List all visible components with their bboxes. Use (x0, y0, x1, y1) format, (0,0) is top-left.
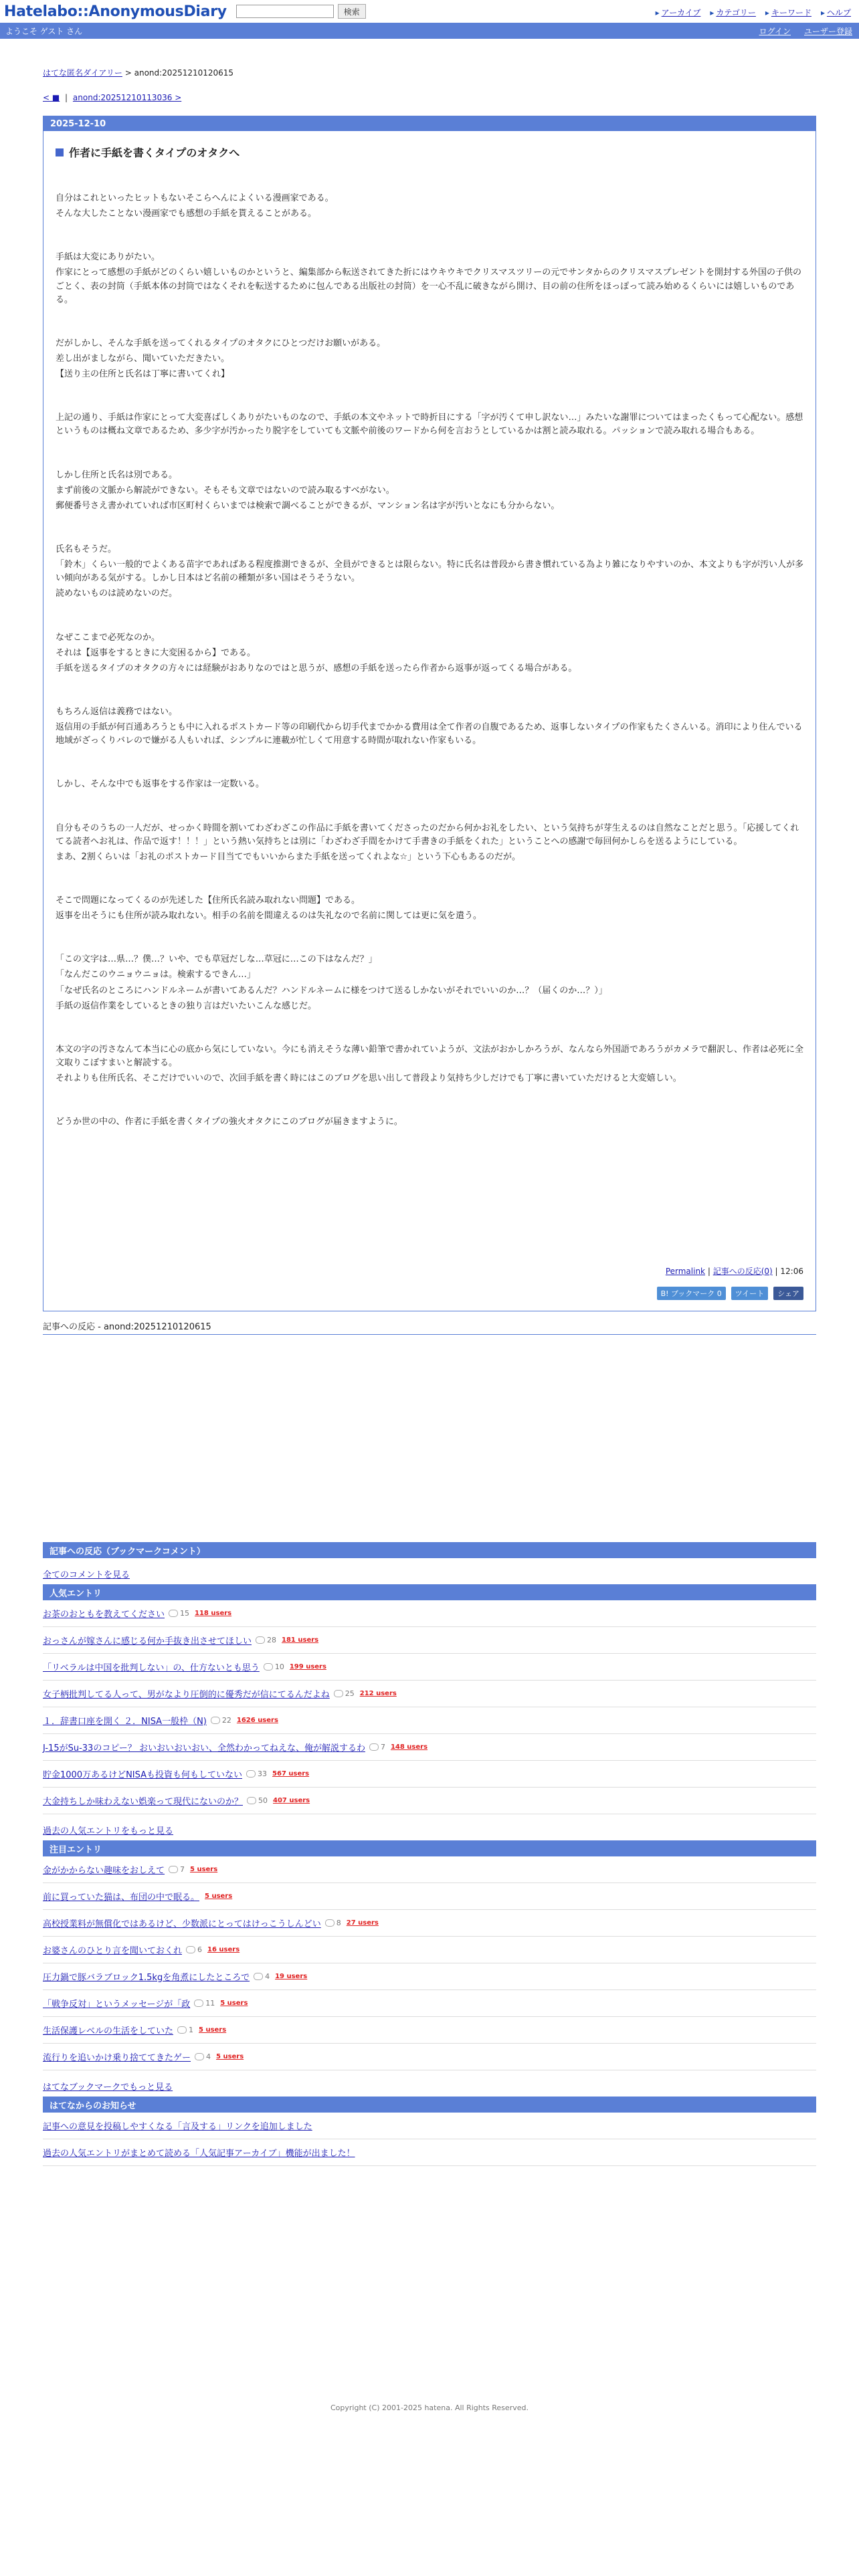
triangle-icon: ▸ (655, 8, 660, 17)
breadcrumb-current: anond:20251210120615 (134, 68, 234, 78)
nav-keyword-link[interactable]: キーワード (771, 8, 812, 17)
entry-link[interactable]: 大金持ちしか味わえない娯楽って現代にないのか？ (43, 1797, 244, 1807)
entry-time: 12:06 (780, 1267, 803, 1276)
popular-heading: 人気エントリ (43, 1584, 816, 1600)
list-item (43, 1990, 816, 2017)
popular-more-link[interactable]: 過去の人気エントリをもっと見る (43, 1826, 174, 1836)
bookmark-users-badge[interactable]: 5 users (216, 2053, 244, 2060)
entry-paragraph: 読めないものは読めないのだ。 (56, 588, 178, 599)
popular-more (43, 1814, 816, 1840)
breadcrumb (43, 67, 816, 78)
entry-link[interactable]: 金がかからない趣味をおしえて (43, 1866, 165, 1876)
paragraph-gap (56, 515, 803, 543)
entry-date: 2025-12-10 (43, 116, 816, 131)
comment-count (195, 2052, 211, 2061)
entry-paragraph: それよりも住所氏名、そこだけでいいので、次回手紙を書く時にはこのブログを思い出して普段より気持ち少しだけでも丁寧に書いていただけると大変嬉しい。 (56, 1073, 682, 1084)
paragraph-gap (56, 866, 803, 894)
triangle-icon: ▸ (710, 8, 714, 17)
comment-bubble-icon (369, 1743, 379, 1751)
entry-link[interactable]: 女子柄批判してる人って、男がなより圧倒的に優秀だが信にてるんだよね (43, 1690, 330, 1700)
bookmark-users-badge[interactable]: 19 users (275, 1973, 308, 1980)
triangle-icon: ▸ (765, 8, 769, 17)
comment-count-value: 1 (189, 2026, 194, 2034)
bookmark-users-badge[interactable]: 181 users (282, 1636, 319, 1644)
footer-separator: | (775, 1267, 778, 1276)
entry-paragraph: まず前後の文脈から解読ができない。そもそも文章ではないので読み取るすべがない。 (56, 485, 395, 496)
paragraph-gap (56, 925, 803, 953)
entry-link[interactable]: 「戦争反対」というメッセージが「政 (43, 2000, 191, 2010)
news-list (43, 2113, 816, 2166)
comment-count (211, 1716, 231, 1725)
comment-count (246, 1769, 267, 1778)
list-item (43, 1910, 816, 1937)
comment-count-value: 11 (205, 1999, 215, 2008)
nav-help-link[interactable]: ヘルプ (826, 8, 851, 17)
comment-count-value: 10 (274, 1662, 284, 1671)
comment-count-value: 33 (258, 1769, 268, 1778)
entry-paragraph: 手紙は大変にありがたい。 (56, 252, 161, 263)
entry-paragraph: どうか世の中の、作者に手紙を書くタイプの強火オタクにこのブログが届きますように。 (56, 1117, 403, 1128)
comment-bubble-icon (194, 2000, 203, 2007)
list-item (43, 1963, 816, 1990)
entry-link[interactable]: 生活保護レベルの生活をしていた (43, 2026, 174, 2036)
bookmark-users-badge[interactable]: 407 users (273, 1797, 310, 1804)
list-item (43, 1627, 816, 1654)
comment-count-value: 7 (380, 1743, 385, 1751)
list-item (43, 1681, 816, 1707)
top-bar (0, 0, 859, 23)
entry-paragraph: そこで問題になってくるのが先述した【住所氏名読み取れない問題】である。 (56, 895, 361, 905)
comment-count (334, 1689, 355, 1698)
list-item (43, 1761, 816, 1788)
entry-link[interactable]: お茶のおともを教えてください (43, 1610, 165, 1620)
comments-heading: 記事への反応 - anond:20251210120615 (43, 1319, 816, 1335)
register-link[interactable]: ユーザー登録 (803, 26, 852, 36)
entry-link[interactable]: J-15がSu-33のコピー？ おいおいおいおい、全然わかってねえな、俺が解説するわ (43, 1743, 365, 1753)
facebook-share-button[interactable]: シェア (773, 1287, 803, 1300)
bookmark-users-badge[interactable]: 567 users (272, 1770, 310, 1778)
bookmark-users-badge[interactable]: 16 users (207, 1946, 240, 1953)
paragraph-gap (56, 750, 803, 778)
comment-bubble-icon (211, 1717, 220, 1724)
bookmark-users-badge[interactable]: 118 users (195, 1610, 232, 1617)
popular-list (43, 1600, 816, 1814)
entry-link[interactable]: 「リベラルは中国を批判しない」の、仕方ないとも思う (43, 1663, 260, 1673)
paragraph-gap (56, 309, 803, 337)
entry-paragraph: しかし住所と氏名は別である。 (56, 469, 178, 480)
paragraph-gap (56, 1015, 803, 1043)
list-item (43, 1883, 816, 1910)
triangle-icon: ▸ (820, 8, 825, 17)
entry-title (56, 144, 816, 160)
entry-link[interactable]: 前に買っていた猫は、布団の中で眠る。 (43, 1893, 200, 1903)
bookmark-users-badge[interactable]: 5 users (205, 1893, 233, 1900)
entry-paragraph: 手紙を送るタイプのオタクの方々には経験がおありなのではと思うが、感想の手紙を送ったら作者から返事が返ってくる場合がある。 (56, 663, 577, 673)
nav-help[interactable] (821, 7, 851, 18)
list-item (43, 1788, 816, 1814)
news-item (43, 2113, 816, 2139)
entry-paragraph: 手紙の返信作業をしているときの独り言はだいたいこんな感じだ。 (56, 1000, 317, 1011)
paragraph-gap (56, 1087, 803, 1115)
entry-paragraph: 「なぜ氏名のところにハンドルネームが書いてあるんだ？ハンドルネームに様をつけて送るしかないがそれでいいのか…？（届くのか…？）」 (56, 985, 607, 996)
nav-archive-link[interactable]: アーカイブ (661, 8, 701, 17)
bookmark-users-badge[interactable]: 199 users (289, 1663, 326, 1671)
square-icon (56, 148, 64, 156)
entry-link[interactable]: 貯金1000万あるけどNISAも投資も何もしていない (43, 1770, 243, 1780)
comment-count-value: 8 (336, 1919, 341, 1927)
bookmark-users-badge[interactable]: 5 users (199, 2026, 227, 2034)
entry-footer (666, 1265, 803, 1277)
permalink[interactable]: Permalink (665, 1267, 705, 1276)
comment-count (169, 1609, 189, 1618)
entry-paragraph: 自分もそのうちの一人だが、せっかく時間を割いてわざわざこの作品に手紙を書いてくださったのだから何かお礼をしたい、という気持ちが芽生えるのは自然なことだと思う。「応援してくれてる読者へお礼は、作品で返す！！！」という熱い気持ちとは別に「わざわざ手間をかけて手書きの手紙をくれた」ということへの感謝で毎回何かしらを送るようにしている。 (56, 823, 799, 847)
footer-separator: | (707, 1267, 710, 1276)
entry-box (43, 116, 816, 1311)
bookmark-section-heading: 記事への反応（ブックマークコメント） (43, 1542, 816, 1558)
paragraph-gap (56, 677, 803, 706)
next-entry-link[interactable]: anond:20251210113036 > (72, 93, 182, 102)
search-button[interactable]: 検索 (338, 4, 366, 19)
all-comments (43, 1568, 816, 1580)
news-heading: はてなからのお知らせ (43, 2097, 816, 2113)
paragraph-gap (56, 441, 803, 469)
list-item (43, 2044, 816, 2070)
welcome-bar (0, 23, 859, 39)
comment-bubble-icon (254, 1973, 263, 1980)
breadcrumb-separator: > (122, 68, 134, 78)
header-nav (656, 7, 851, 18)
news-link[interactable]: 記事への意見を投稿しやすくなる「言及する」リンクを追加しました (43, 2122, 312, 2132)
noteworthy-more-link[interactable]: はてなブックマークでもっと見る (43, 2082, 173, 2092)
nav-category[interactable] (710, 7, 756, 18)
list-item (43, 1600, 816, 1627)
entry-paragraph: 上記の通り、手紙は作家にとって大変喜ばしくありがたいものなので、手紙の本文やネットで時折目にする「字が汚くて申し訳ない…」みたいな謝罪についてはまったくもって心配ない。感想というものは概ね文章であるため、多少字が汚かったり脱字をしていても文脈や前後のワードから何を言おうとしているかは割と読み取れる。パッションで読み取れる場合もある。 (56, 413, 803, 437)
noteworthy-more (43, 2070, 816, 2097)
hatena-bookmark-button[interactable]: B! ブックマーク 0 (657, 1287, 726, 1300)
comment-count (256, 1636, 276, 1644)
comment-count (247, 1796, 268, 1805)
share-buttons (657, 1287, 803, 1300)
spacer (43, 1335, 816, 1542)
comment-bubble-icon (334, 1690, 343, 1697)
bookmark-users-badge[interactable]: 212 users (359, 1690, 397, 1697)
entry-link[interactable]: お婆さんのひとり言を聞いておくれ (43, 1946, 183, 1956)
entry-paragraph: 返信用の手紙が何百通あろうとも中に入れるポストカード等の印刷代から切手代までかかる費用は全て作者の自腹であるため、返事しないタイプの作家もたくさんいる。消印により住んでいる地域がざっくりバレので嫌がる人もいれば、シンプルに連載が忙しくて用意する時間が取れない作家もいる。 (56, 722, 803, 746)
nav-category-link[interactable]: カテゴリー (716, 8, 756, 17)
comment-count-value: 22 (221, 1716, 231, 1725)
comment-bubble-icon (325, 1919, 335, 1927)
comment-bubble-icon (186, 1946, 195, 1953)
entry-body (56, 192, 803, 1129)
list-item (43, 1937, 816, 1963)
entry-paragraph: そんな大したことない漫画家でも感想の手紙を貰えることがある。 (56, 209, 317, 219)
comment-bubble-icon (169, 1866, 178, 1873)
tweet-button[interactable]: ツイート (731, 1287, 768, 1300)
search-input[interactable] (236, 5, 334, 18)
list-item (43, 1856, 816, 1883)
list-item (43, 1654, 816, 1681)
comment-count-value: 28 (267, 1636, 277, 1644)
news-item (43, 2139, 816, 2166)
list-item (43, 1734, 816, 1761)
bookmark-users-badge[interactable]: 148 users (390, 1743, 428, 1751)
paragraph-gap (56, 794, 803, 822)
entry-paragraph: 「鈴木」くらい一般的でよくある苗字であればある程度推測できるが、全員ができるとは限らない。特に氏名は普段から書き慣れている為より雑になりやすいのか、本文よりも字が汚い人が多い傾向がある気がする。しかし日本はど名前の種類が多い国はそうそうない。 (56, 560, 804, 584)
entry-paragraph: 自分はこれといったヒットもないそこらへんによくいる漫画家である。 (56, 193, 334, 203)
paragraph-gap (56, 603, 803, 631)
noteworthy-heading: 注目エントリ (43, 1840, 816, 1856)
paragraph-gap (56, 223, 803, 251)
bookmark-users-badge[interactable]: 5 users (220, 2000, 248, 2007)
entry-paragraph: 作家にとって感想の手紙がどのくらい嬉しいものかというと、編集部から転送されてきた折にはウキウキでクリスマスツリーの元でサンタからのクリスマスプレゼントを開封する外国の子供のごとく、表の封筒（手紙本体の封筒ではなくそれを転送するために包んである出版社の封筒）を一心不乱に破きながら開け、目の前の住所をほっぽって読み始めるくらいには嬉しいものである。 (56, 267, 802, 305)
site-logo[interactable]: Hatelabo::AnonymousDiary (4, 3, 227, 20)
entry-paragraph: まあ、2割くらいは「お礼のポストカード目当てでもいいからまた手紙を送ってくれよな☆」という下心もあるのだが。 (56, 851, 521, 862)
comment-count-value: 4 (206, 2052, 211, 2061)
entry-link[interactable]: 流行りを追いかけ乗り捨ててきたゲー (43, 2053, 191, 2063)
breadcrumb-site-link[interactable]: はてな匿名ダイアリー (43, 68, 122, 78)
comment-count (177, 2026, 193, 2034)
copyright: Copyright (C) 2001-2025 hatena. All Rights Reserved. (330, 2403, 529, 2412)
news-link[interactable]: 過去の人気エントリがまとめて読める「人気記事アーカイブ」機能が出ました！ (43, 2149, 355, 2159)
comment-count (169, 1865, 185, 1874)
comment-bubble-icon (177, 2026, 187, 2034)
entry-paragraph: 本文の字の汚さなんて本当に心の底から気にしていない。今にも消えそうな薄い鉛筆で書かれていようが、文法がおかしかろうが、なんなら外国語であろうがカメラで翻訳し、作者は必死に全文取りこぼすまいと解読する。 (56, 1044, 804, 1068)
comment-count (194, 1999, 215, 2008)
pager-separator: | (65, 93, 68, 102)
reaction-link[interactable]: 記事への反応(0) (712, 1267, 773, 1276)
entry-paragraph: しかし、そんな中でも返事をする作家は一定数いる。 (56, 779, 265, 790)
comment-count-value: 25 (345, 1689, 355, 1698)
comment-bubble-icon (247, 1797, 256, 1804)
account-links (759, 25, 852, 37)
entry-paragraph: だがしかし、そんな手紙を送ってくれるタイプのオタクにひとつだけお願いがある。 (56, 338, 386, 348)
nav-archive[interactable] (656, 7, 701, 18)
bookmark-users-badge[interactable]: 1626 users (236, 1717, 278, 1724)
entry-paragraph: 差し出がましながら、聞いていただきたい。 (56, 353, 230, 364)
comment-count (369, 1743, 385, 1751)
entry-paragraph: 「この文字は…県…？僕…？いや、でも草冠だしな…草冠に…この下はなんだ？」 (56, 954, 377, 965)
entry-link[interactable]: 圧力鍋で豚バラブロック1.5kgを角煮にしたところで (43, 1973, 250, 1983)
comment-bubble-icon (246, 1770, 256, 1778)
entry-paragraph: 返事を出そうにも住所が読み取れない。相手の名前を間違えるのは失礼なので名前に関しては更に気を遣う。 (56, 911, 482, 922)
nav-keyword[interactable] (765, 7, 812, 18)
list-item (43, 1707, 816, 1734)
comment-count (254, 1972, 270, 1981)
comment-bubble-icon (169, 1610, 178, 1617)
entry-paragraph: 氏名もそうだ。 (56, 544, 117, 554)
comment-count-value: 50 (258, 1796, 268, 1805)
all-comments-link[interactable]: 全てのコメントを見る (43, 1570, 130, 1580)
entry-paragraph: 郵便番号さえ書かれていれば市区町村くらいまでは検索で調べることができるが、マンション名は字が汚いとなにも分からない。 (56, 500, 560, 511)
paragraph-gap (56, 383, 803, 411)
entry-paragraph: それは【返事をするときに大変困るから】である。 (56, 647, 256, 658)
comment-count-value: 6 (197, 1945, 203, 1954)
entry-paragraph: なぜここまで必死なのか。 (56, 632, 161, 643)
bookmark-users-badge[interactable]: 27 users (346, 1919, 379, 1927)
comment-bubble-icon (256, 1636, 265, 1644)
noteworthy-list (43, 1856, 816, 2070)
entry-paragraph: もちろん返信は義務ではない。 (56, 706, 178, 717)
entry-title-text: 作者に手紙を書くタイプのオタクへ (69, 146, 240, 159)
entry-link[interactable]: １．辞書口座を開く ２．NISA一般枠（N) (43, 1717, 207, 1727)
comment-count-value: 7 (180, 1865, 185, 1874)
main-content (43, 67, 816, 2166)
bookmark-users-badge[interactable]: 5 users (190, 1866, 218, 1873)
entry-paragraph: 【送り主の住所と氏名は丁寧に書いてくれ】 (56, 369, 230, 380)
comment-count (186, 1945, 202, 1954)
entry-paragraph: 「なんだこのウニョウニョは。検索するできん…」 (56, 970, 256, 980)
entry-link[interactable]: おっさんが嫁さんに感じる何か手抜き出させてほしい (43, 1636, 252, 1646)
comment-bubble-icon (195, 2053, 204, 2060)
comment-count-value: 15 (180, 1609, 190, 1618)
comment-count (325, 1919, 341, 1927)
entry-link[interactable]: 高校授業料が無償化ではあるけど、少数派にとってはけっこうしんどい (43, 1919, 321, 1929)
welcome-text: ようこそ ゲスト さん (5, 26, 83, 36)
comment-bubble-icon (264, 1663, 273, 1671)
login-link[interactable]: ログイン (759, 26, 791, 36)
comment-count (264, 1662, 284, 1671)
entry-pager (43, 93, 816, 102)
comment-count-value: 4 (265, 1972, 270, 1981)
prev-entry-link[interactable]: < ■ (43, 93, 60, 102)
list-item (43, 2017, 816, 2044)
